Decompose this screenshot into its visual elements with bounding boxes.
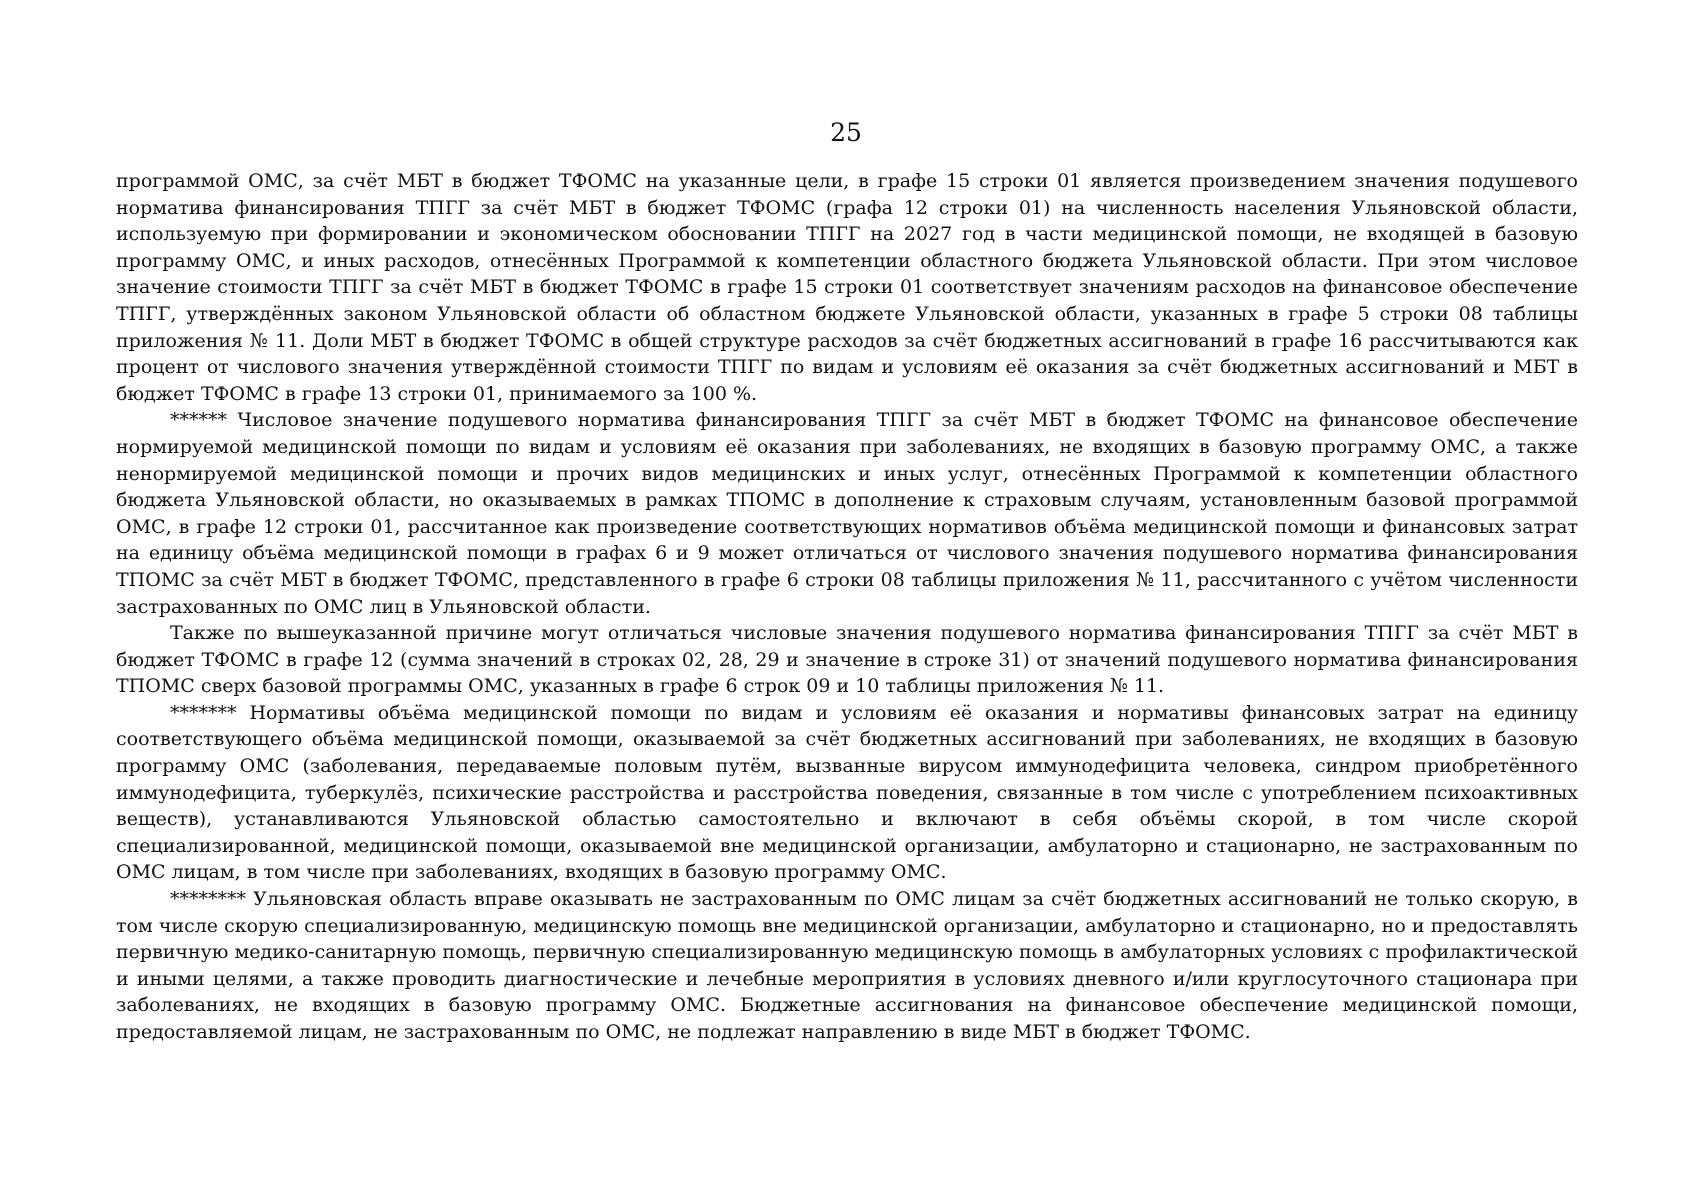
paragraph-footnote-6: ****** Числовое значение подушевого норматива финансирования ТПГГ за счёт МБТ в бюджет ТФОМС на финансовое обеспечение нормируемой медицинской помощи по видам и условиям её оказания при заболеваниях, не входящих в базовую программу ОМС, а также ненормируемой медицинской помощи и прочих видов медицинских и иных услуг, отнесённых Программой к компетенции областного бюджета Ульяновской области, но оказываемых в рамках ТПОМС в дополнение к страховым случаям, установленным базовой программой ОМС, в графе 12 строки 01, рассчитанное как произведение соответствующих нормативов объёма медицинской помощи и финансовых затрат на единицу объёма медицинской помощи в графах 6 и 9 может отличаться от числового значения подушевого норматива финансирования ТПОМС за счёт МБТ в бюджет ТФОМС, представленного в графе 6 строки 08 таблицы приложения № 11, рассчитанного с учётом численности застрахованных по ОМС лиц в Ульяновской области.: [116, 409, 1578, 618]
page-number: 25: [830, 118, 862, 147]
paragraph-continuation: программой ОМС, за счёт МБТ в бюджет ТФОМС на указанные цели, в графе 15 строки 01 является произведением значения подушевого норматива финансирования ТПГГ за счёт МБТ в бюджет ТФОМС (графа 12 строки 01) на численность населения Ульяновской области, используемую при формировании и экономическом обосновании ТПГГ на 2027 год в части медицинской помощи, не входящей в базовую программу ОМС, и иных расходов, отнесённых Программой к компетенции областного бюджета Ульяновской области. При этом числовое значение стоимости ТПГГ за счёт МБТ в бюджет ТФОМС в графе 15 строки 01 соответствует значениям расходов на финансовое обеспечение ТПГГ, утверждённых законом Ульяновской области об областном бюджете Ульяновской области, указанных в графе 5 строки 08 таблицы приложения № 11. Доли МБТ в бюджет ТФОМС в общей структуре расходов за счёт бюджетных ассигнований в графе 16 рассчитываются как процент от числового значения утверждённой стоимости ТПГГ по видам и условиям её оказания за счёт бюджетных ассигнований и МБТ в бюджет ТФОМС в графе 13 строки 01, принимаемого за 100 %.: [116, 170, 1578, 405]
paragraph-also: Также по вышеуказанной причине могут отличаться числовые значения подушевого норматива финансирования ТПГГ за счёт МБТ в бюджет ТФОМС в графе 12 (сумма значений в строках 02, 28, 29 и значение в строке 31) от значений подушевого норматива финансирования ТПОМС сверх базовой программы ОМС, указанных в графе 6 строк 09 и 10 таблицы приложения № 11.: [116, 622, 1578, 698]
paragraph-footnote-7: ******* Нормативы объёма медицинской помощи по видам и условиям её оказания и нормативы финансовых затрат на единицу соответствующего объёма медицинской помощи, оказываемой за счёт бюджетных ассигнований при заболеваниях, не входящих в базовую программу ОМС (заболевания, передаваемые половым путём, вызванные вирусом иммунодефицита человека, синдром приобретённого иммунодефицита, туберкулёз, психические расстройства и расстройства поведения, связанные в том числе с употреблением психоактивных веществ), устанавливаются Ульяновской областью самостоятельно и включают в себя объёмы скорой, в том числе скорой специализированной, медицинской помощи, оказываемой вне медицинской организации, амбулаторно и стационарно, не застрахованным по ОМС лицам, в том числе при заболеваниях, входящих в базовую программу ОМС.: [116, 701, 1578, 884]
paragraph-footnote-8: ******** Ульяновская область вправе оказывать не застрахованным по ОМС лицам за счёт бюджетных ассигнований не только скорую, в том числе скорую специализированную, медицинскую помощь вне медицинской организации, амбулаторно и стационарно, но и предоставлять первичную медико-санитарную помощь, первичную специализированную медицинскую помощь в амбулаторных условиях с профилактической и иными целями, а также проводить диагностические и лечебные мероприятия в условиях дневного и/или круглосуточного стационара при заболеваниях, не входящих в базовую программу ОМС. Бюджетные ассигнования на финансовое обеспечение медицинской помощи, предоставляемой лицам, не застрахованным по ОМС, не подлежат направлению в виде МБТ в бюджет ТФОМС.: [116, 888, 1578, 1043]
document-body: [116, 168, 1578, 1046]
